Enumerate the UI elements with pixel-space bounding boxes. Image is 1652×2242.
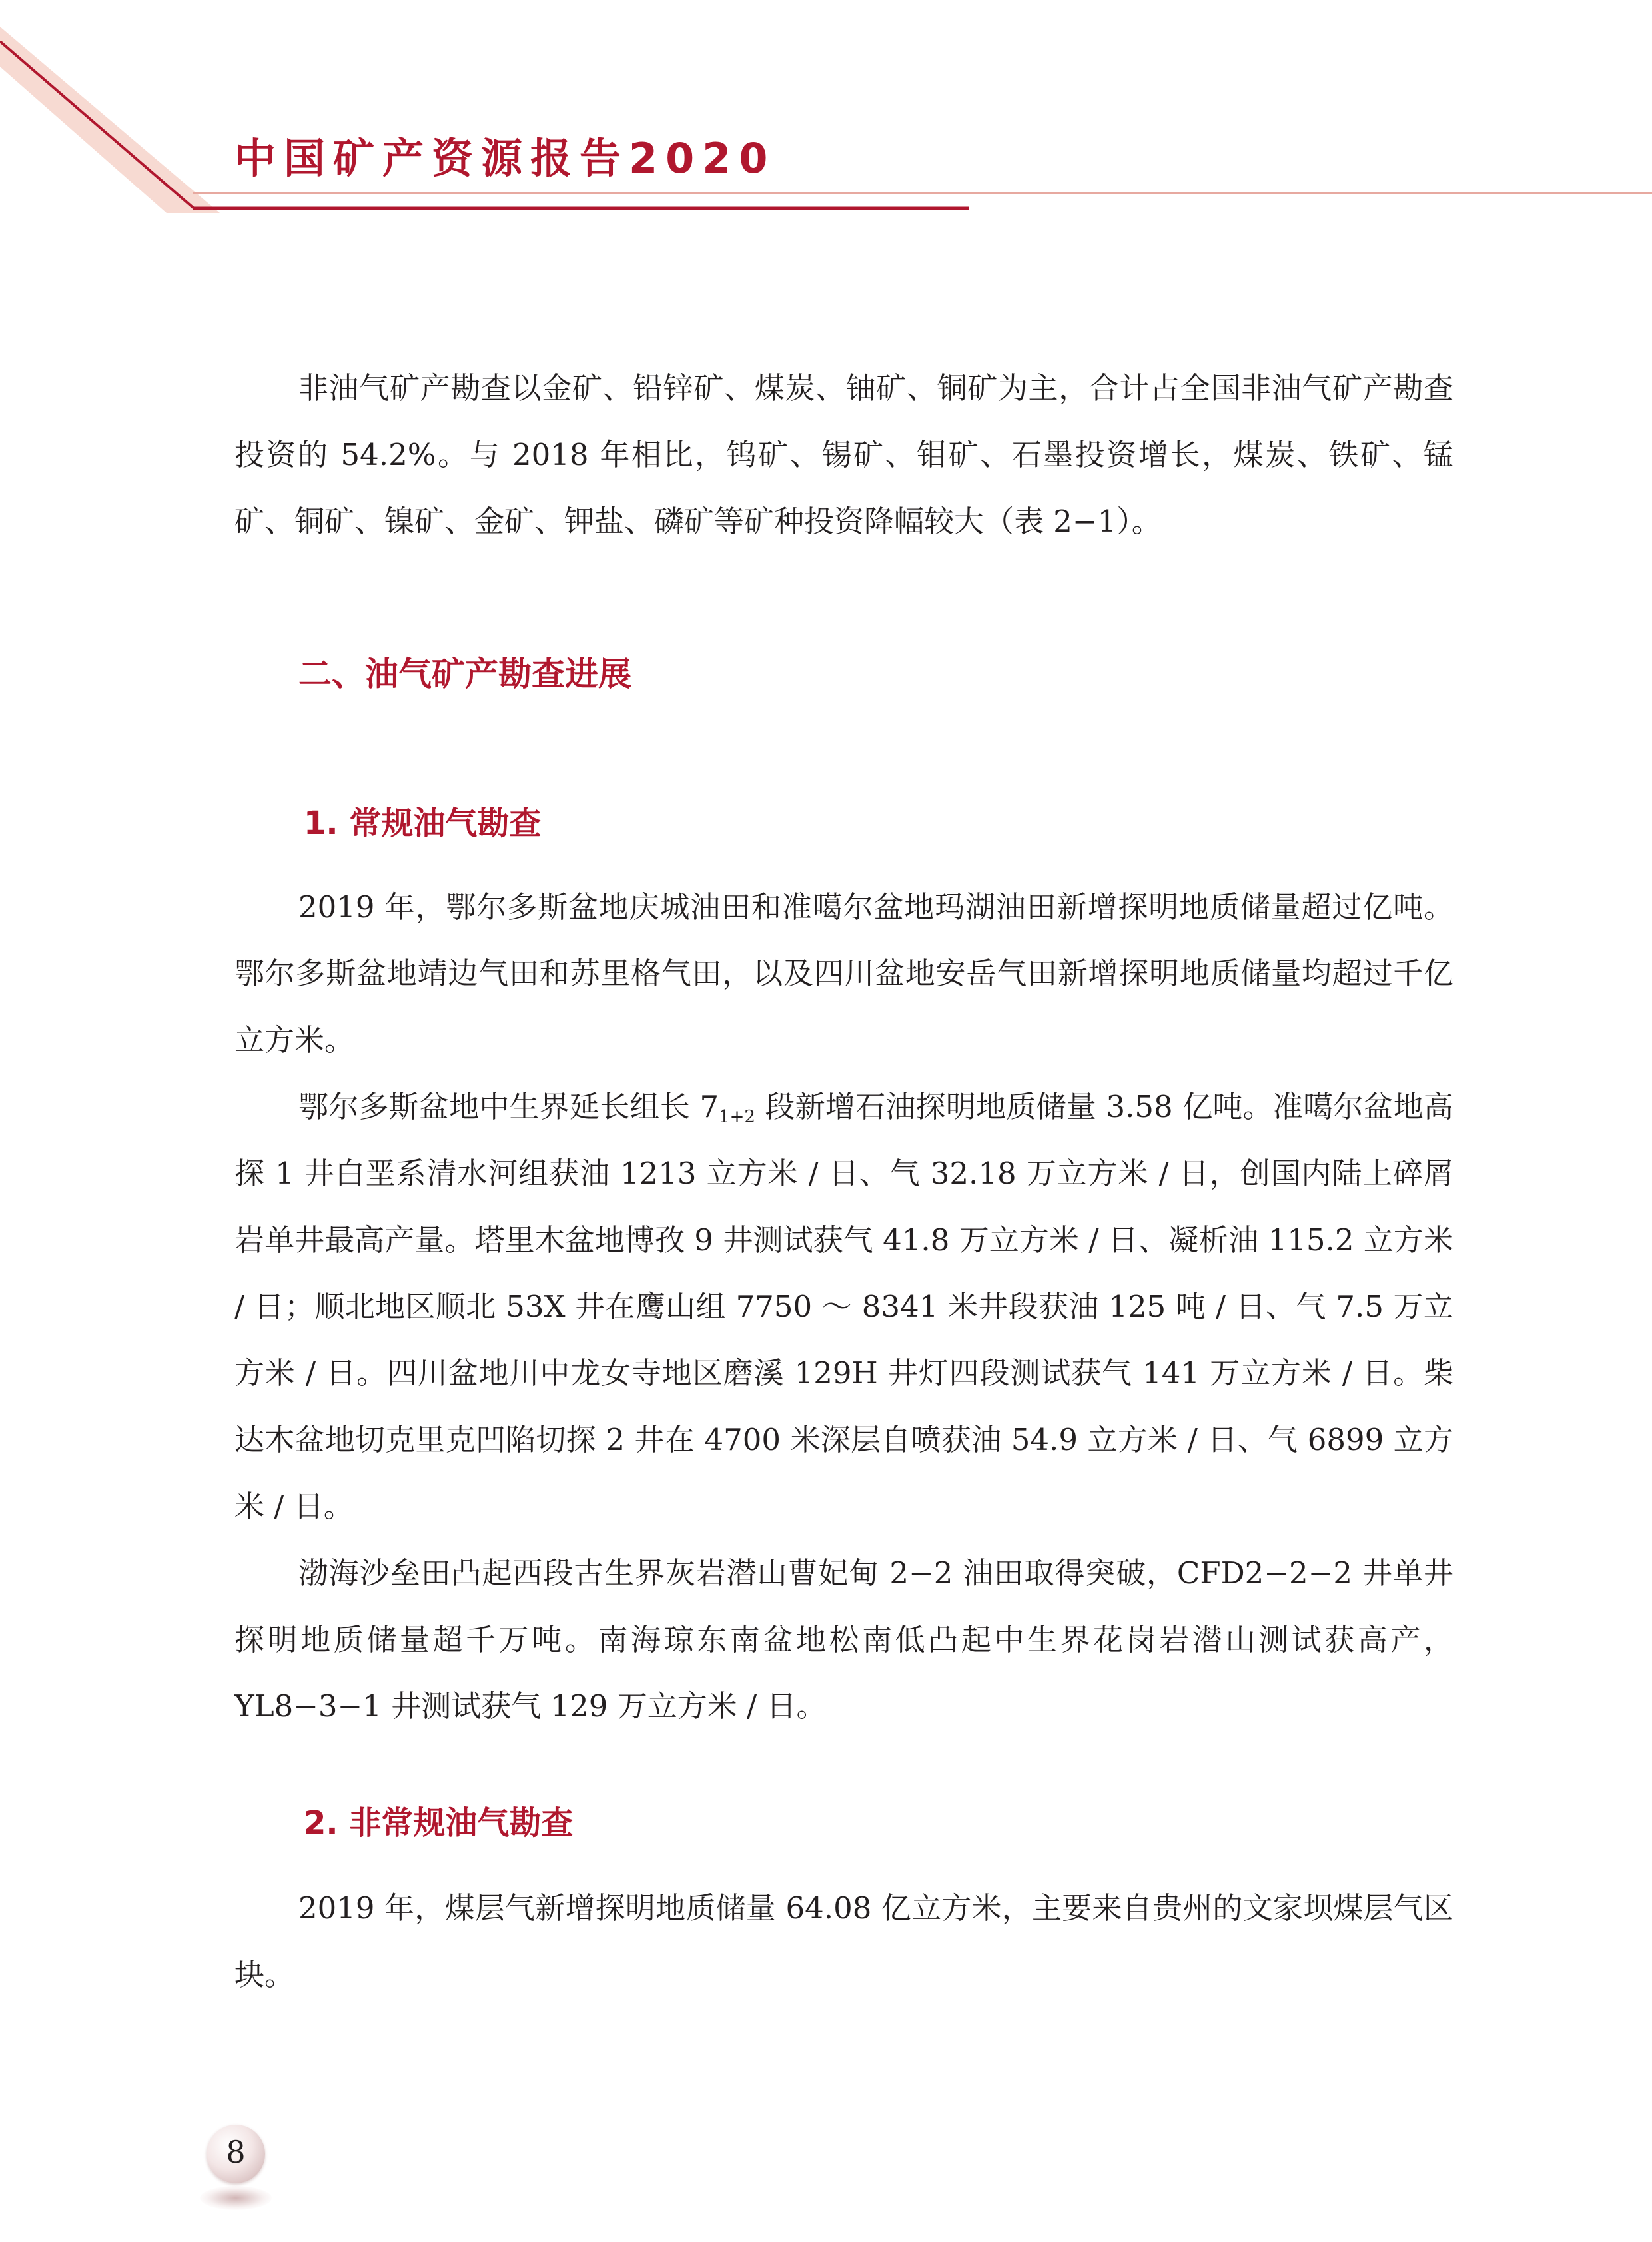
paragraph-conventional-2 xyxy=(234,1074,1453,1540)
paragraph-conventional-1: 2019 年，鄂尔多斯盆地庆城油田和准噶尔盆地玛湖油田新增探明地质储量超过亿吨。鄂尔多斯盆地靖边气田和苏里格气田，以及四川盆地安岳气田新增探明地质储量均超过千亿立方米。 xyxy=(234,889,1453,1058)
paragraph-unconventional-1: 2019 年，煤层气新增探明地质储量 64.08 亿立方米，主要来自贵州的文家坝煤层气区块。 xyxy=(234,1890,1453,1992)
subsection-heading-unconventional: 2. 非常规油气勘查 xyxy=(304,1804,574,1842)
paragraph-conventional-2-part-a: 鄂尔多斯盆地中生界延长组长 7 xyxy=(298,1089,719,1124)
subscript-1plus2: 1+2 xyxy=(719,1107,755,1127)
header-decoration xyxy=(0,0,1652,226)
section-heading: 二、油气矿产勘查进展 xyxy=(298,655,631,693)
page-number-badge xyxy=(200,2125,273,2225)
running-header-title: 中国矿产资源报告2020 xyxy=(234,134,776,183)
paragraph-conventional-2-part-b: 段新增石油探明地质储量 3.58 亿吨。准噶尔盆地高探 1 井白垩系清水河组获油 1213 立方米 / 日、气 32.18 万立方米 / 日，创国内陆上碎屑岩单井最高产量。塔里木盆地博孜 9 井测试获气 41.8 万立方米 / 日、凝析油 115.2 立方米 / 日；顺北地区顺北 53X 井在鹰山组 7750 ～ 8341 米井段获油 125 吨 / 日、气 7.5 万立方米 / 日。四川盆地川中龙女寺地区磨溪 129H 井灯四段测试获气 141 万立方米 / 日。柴达木盆地切克里克凹陷切探 2 井在 4700 米深层自喷获油 54.9 立方米 / 日、气 6899 立方米 / 日。 xyxy=(234,1089,1453,1524)
page-number-shadow xyxy=(200,2186,272,2210)
paragraph-nonoil-investment: 非油气矿产勘查以金矿、铅锌矿、煤炭、铀矿、铜矿为主，合计占全国非油气矿产勘查投资的 54.2%。与 2018 年相比，钨矿、锡矿、钼矿、石墨投资增长，煤炭、铁矿、锰矿、铜矿、镍矿、金矿、钾盐、磷矿等矿种投资降幅较大（表 2−1）。 xyxy=(234,370,1453,539)
page-number: 8 xyxy=(226,2134,246,2170)
paragraph-conventional-3: 渤海沙垒田凸起西段古生界灰岩潜山曹妃甸 2−2 油田取得突破，CFD2−2−2 井单井探明地质储量超千万吨。南海琼东南盆地松南低凸起中生界花岗岩潜山测试获高产，YL8−3−1 井测试获气 129 万立方米 / 日。 xyxy=(234,1555,1453,1724)
subsection-heading-conventional: 1. 常规油气勘查 xyxy=(304,805,542,842)
